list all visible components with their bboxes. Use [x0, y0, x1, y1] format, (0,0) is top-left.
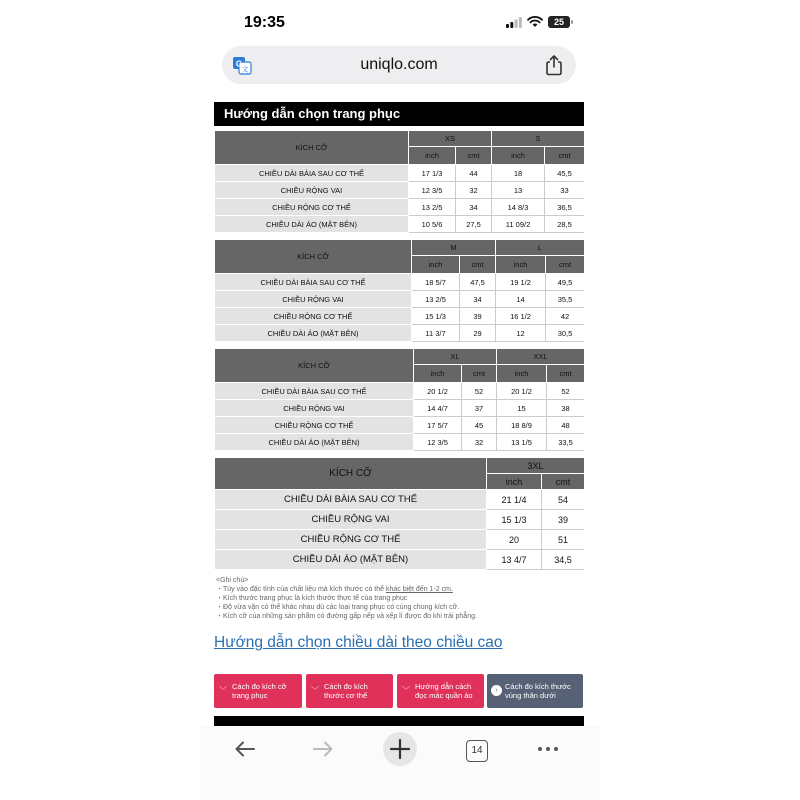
cell-value: 42 — [546, 308, 585, 325]
row-label: CHIỀU DÀI BÀIA SAU CƠ THỂ — [215, 490, 487, 510]
unit-label: cmt — [456, 147, 492, 165]
cell-value: 39 — [460, 308, 496, 325]
header-size-label: KÍCH CỠ — [215, 458, 487, 490]
header-size-label: KÍCH CỠ — [215, 349, 414, 383]
row-label: CHIỀU DÀI BÀIA SAU CƠ THỂ — [215, 274, 412, 291]
forward-arrow-icon — [310, 736, 336, 762]
garment-size-button[interactable] — [214, 674, 302, 708]
back-arrow-icon — [232, 736, 258, 762]
status-time: 19:35 — [244, 14, 285, 31]
note-line: ・Kích thước trang phục là kích thước thực tế của trang phục — [216, 595, 408, 602]
unit-label: cmt — [460, 256, 496, 274]
unit-label: cmt — [546, 256, 585, 274]
cell-value: 20 1/2 — [414, 383, 462, 400]
status-bar — [200, 0, 600, 44]
header-size-label: KÍCH CỠ — [215, 240, 412, 274]
row-label: CHIỀU DÀI BÀIA SAU CƠ THỂ — [215, 165, 409, 182]
note-line — [216, 585, 582, 594]
note-text: ・Tùy vào đặc tính của chất liệu mà kích thước có thể — [216, 586, 386, 593]
cell-value: 21 1/4 — [487, 490, 542, 510]
row-label: CHIỀU RỘNG VAI — [215, 510, 487, 530]
more-dots-icon — [534, 736, 562, 762]
unit-label: cmt — [547, 365, 585, 383]
cell-value: 14 8/3 — [492, 199, 545, 216]
cell-value: 12 3/5 — [409, 182, 456, 199]
back-button[interactable] — [230, 736, 260, 766]
cell-value: 15 1/3 — [412, 308, 460, 325]
size-label: L — [496, 240, 585, 256]
cell-value: 52 — [462, 383, 497, 400]
table-row — [215, 400, 585, 417]
row-label: CHIỀU RỘNG VAI — [215, 291, 412, 308]
cell-value: 15 1/3 — [487, 510, 542, 530]
note-line: ・Độ vừa vặn có thể khác nhau dù các loại trang phục có cùng chung kích cỡ. — [216, 604, 460, 611]
cell-value: 13 — [492, 182, 545, 199]
footer-strip — [214, 716, 584, 726]
cell-value: 29 — [460, 325, 496, 342]
cell-value: 13 2/5 — [409, 199, 456, 216]
unit-label: inch — [409, 147, 456, 165]
cell-value: 19 1/2 — [496, 274, 546, 291]
table-row — [215, 510, 585, 530]
page-title: Hướng dẫn chọn trang phục — [214, 102, 584, 126]
unit-label: inch — [414, 365, 462, 383]
tabs-button[interactable] — [462, 736, 492, 766]
row-label: CHIỀU DÀI BÀIA SAU CƠ THỂ — [215, 383, 414, 400]
cell-value: 35,5 — [546, 291, 585, 308]
table-row — [215, 165, 585, 182]
cell-value: 47,5 — [460, 274, 496, 291]
cell-value: 51 — [542, 530, 585, 550]
row-label: CHIỀU RỘNG CƠ THỂ — [215, 417, 414, 434]
cell-value: 14 4/7 — [414, 400, 462, 417]
web-content — [214, 100, 584, 726]
button-label: Cách đo kích — [324, 682, 368, 691]
cell-value: 18 — [492, 165, 545, 182]
size-label: 3XL — [487, 458, 585, 474]
plus-icon — [383, 732, 417, 766]
button-label: vùng thân dưới — [505, 691, 556, 700]
cell-value: 11 09/2 — [492, 216, 545, 233]
unit-label: inch — [412, 256, 460, 274]
row-label: CHIỀU RỘNG VAI — [215, 182, 409, 199]
body-measure-button[interactable] — [306, 674, 393, 708]
address-bar[interactable] — [222, 46, 576, 84]
note-line: ・Kích cỡ của những sản phẩm có đường gấp nếp và xếp lì được đo khi trải phẳng. — [216, 613, 477, 620]
size-table-xs-s — [214, 130, 584, 233]
unit-label: cmt — [545, 147, 584, 165]
table-row — [215, 434, 585, 451]
cell-value: 20 1/2 — [497, 383, 547, 400]
cell-value: 38 — [547, 400, 585, 417]
button-label: Cách đo kích cỡ — [232, 682, 287, 691]
button-label: đọc mác quần áo — [415, 691, 473, 700]
new-tab-button[interactable] — [383, 732, 417, 766]
row-label: CHIỀU RỘNG VAI — [215, 400, 414, 417]
table-row — [215, 291, 585, 308]
size-label: XS — [409, 131, 492, 147]
cell-value: 17 5/7 — [414, 417, 462, 434]
tab-count: 14 — [466, 740, 488, 762]
cell-value: 17 1/3 — [409, 165, 456, 182]
cell-value: 34 — [460, 291, 496, 308]
table-row — [215, 274, 585, 291]
cell-value: 52 — [547, 383, 585, 400]
row-label: CHIỀU RỘNG CƠ THỂ — [215, 199, 409, 216]
button-label: trang phục — [232, 691, 268, 700]
cell-value: 13 2/5 — [412, 291, 460, 308]
cell-value: 20 — [487, 530, 542, 550]
label-guide-button[interactable] — [397, 674, 484, 708]
table-row — [215, 182, 585, 199]
signal-icon — [506, 17, 522, 28]
row-label: CHIỀU RỘNG CƠ THỂ — [215, 530, 487, 550]
table-row — [215, 308, 585, 325]
header-size-label: KÍCH CỠ — [215, 131, 409, 165]
cell-value: 28,5 — [545, 216, 584, 233]
table-row — [215, 199, 585, 216]
cell-value: 14 — [496, 291, 546, 308]
cell-value: 49,5 — [546, 274, 585, 291]
cell-value: 13 1/5 — [497, 434, 547, 451]
table-row — [215, 550, 585, 570]
row-label: CHIỀU RỘNG CƠ THỂ — [215, 308, 412, 325]
share-icon[interactable] — [544, 54, 564, 76]
cell-value: 44 — [456, 165, 492, 182]
chevron-down-icon: ﹀ — [219, 686, 227, 695]
more-button[interactable] — [533, 736, 563, 766]
cell-value: 34 — [456, 199, 492, 216]
cell-value: 39 — [542, 510, 585, 530]
svg-text:G: G — [235, 59, 243, 69]
cell-value: 30,5 — [546, 325, 585, 342]
note-underlined: khác biệt đến 1-2 cm. — [385, 586, 453, 593]
unit-label: inch — [497, 365, 547, 383]
cell-value: 45 — [462, 417, 497, 434]
cell-value: 18 5/7 — [412, 274, 460, 291]
forward-button[interactable] — [308, 736, 338, 766]
guide-nav-buttons — [214, 674, 584, 708]
cell-value: 18 8/9 — [497, 417, 547, 434]
unit-label: inch — [492, 147, 545, 165]
height-guide-link[interactable]: Hướng dẫn chọn chiều dài theo chiều cao — [214, 634, 503, 651]
cell-value: 33 — [545, 182, 584, 199]
unit-label: cmt — [542, 474, 585, 490]
phone-screen — [200, 0, 600, 800]
cell-value: 54 — [542, 490, 585, 510]
size-label: M — [412, 240, 496, 256]
size-table-3xl — [214, 457, 584, 570]
button-label: thước cơ thể — [324, 691, 368, 700]
cell-value: 48 — [547, 417, 585, 434]
chevron-down-icon: ﹀ — [311, 686, 319, 695]
cell-value: 33,5 — [547, 434, 585, 451]
cell-value: 13 4/7 — [487, 550, 542, 570]
button-label: Hướng dẫn cách — [415, 682, 472, 691]
cell-value: 12 — [496, 325, 546, 342]
wifi-icon — [527, 16, 543, 28]
status-icons — [506, 16, 570, 28]
button-label: Cách đo kích thước — [505, 682, 571, 691]
row-label: CHIỀU DÀI ÁO (MẶT BÊN) — [215, 550, 487, 570]
row-label: CHIỀU DÀI ÁO (MẶT BÊN) — [215, 325, 412, 342]
chevron-right-icon: › — [491, 685, 502, 696]
cell-value: 12 3/5 — [414, 434, 462, 451]
size-label: XL — [414, 349, 497, 365]
table-row — [215, 325, 585, 342]
lower-body-button[interactable] — [487, 674, 583, 708]
cell-value: 34,5 — [542, 550, 585, 570]
browser-toolbar — [200, 726, 600, 800]
notes-block — [216, 576, 582, 621]
row-label: CHIỀU DÀI ÁO (MẶT BÊN) — [215, 434, 414, 451]
chevron-down-icon: ﹀ — [402, 686, 410, 695]
size-table-xl-xxl — [214, 348, 584, 451]
cell-value: 45,5 — [545, 165, 584, 182]
unit-label: inch — [496, 256, 546, 274]
cell-value: 16 1/2 — [496, 308, 546, 325]
battery-icon: 25 — [548, 16, 570, 28]
unit-label: inch — [487, 474, 542, 490]
cell-value: 27,5 — [456, 216, 492, 233]
cell-value: 15 — [497, 400, 547, 417]
size-label: S — [492, 131, 584, 147]
table-row — [215, 490, 585, 510]
svg-text:文: 文 — [241, 66, 249, 74]
table-row — [215, 383, 585, 400]
cell-value: 11 3/7 — [412, 325, 460, 342]
cell-value: 37 — [462, 400, 497, 417]
table-row — [215, 530, 585, 550]
table-row — [215, 216, 585, 233]
unit-label: cmt — [462, 365, 497, 383]
size-table-m-l — [214, 239, 584, 342]
size-label: XXL — [497, 349, 585, 365]
cell-value: 32 — [462, 434, 497, 451]
url-text[interactable]: uniqlo.com — [360, 56, 438, 73]
cell-value: 32 — [456, 182, 492, 199]
table-row — [215, 417, 585, 434]
cell-value: 36,5 — [545, 199, 584, 216]
cell-value: 10 5/6 — [409, 216, 456, 233]
row-label: CHIỀU DÀI ÁO (MẶT BÊN) — [215, 216, 409, 233]
notes-title: <Ghi chú> — [216, 577, 249, 584]
